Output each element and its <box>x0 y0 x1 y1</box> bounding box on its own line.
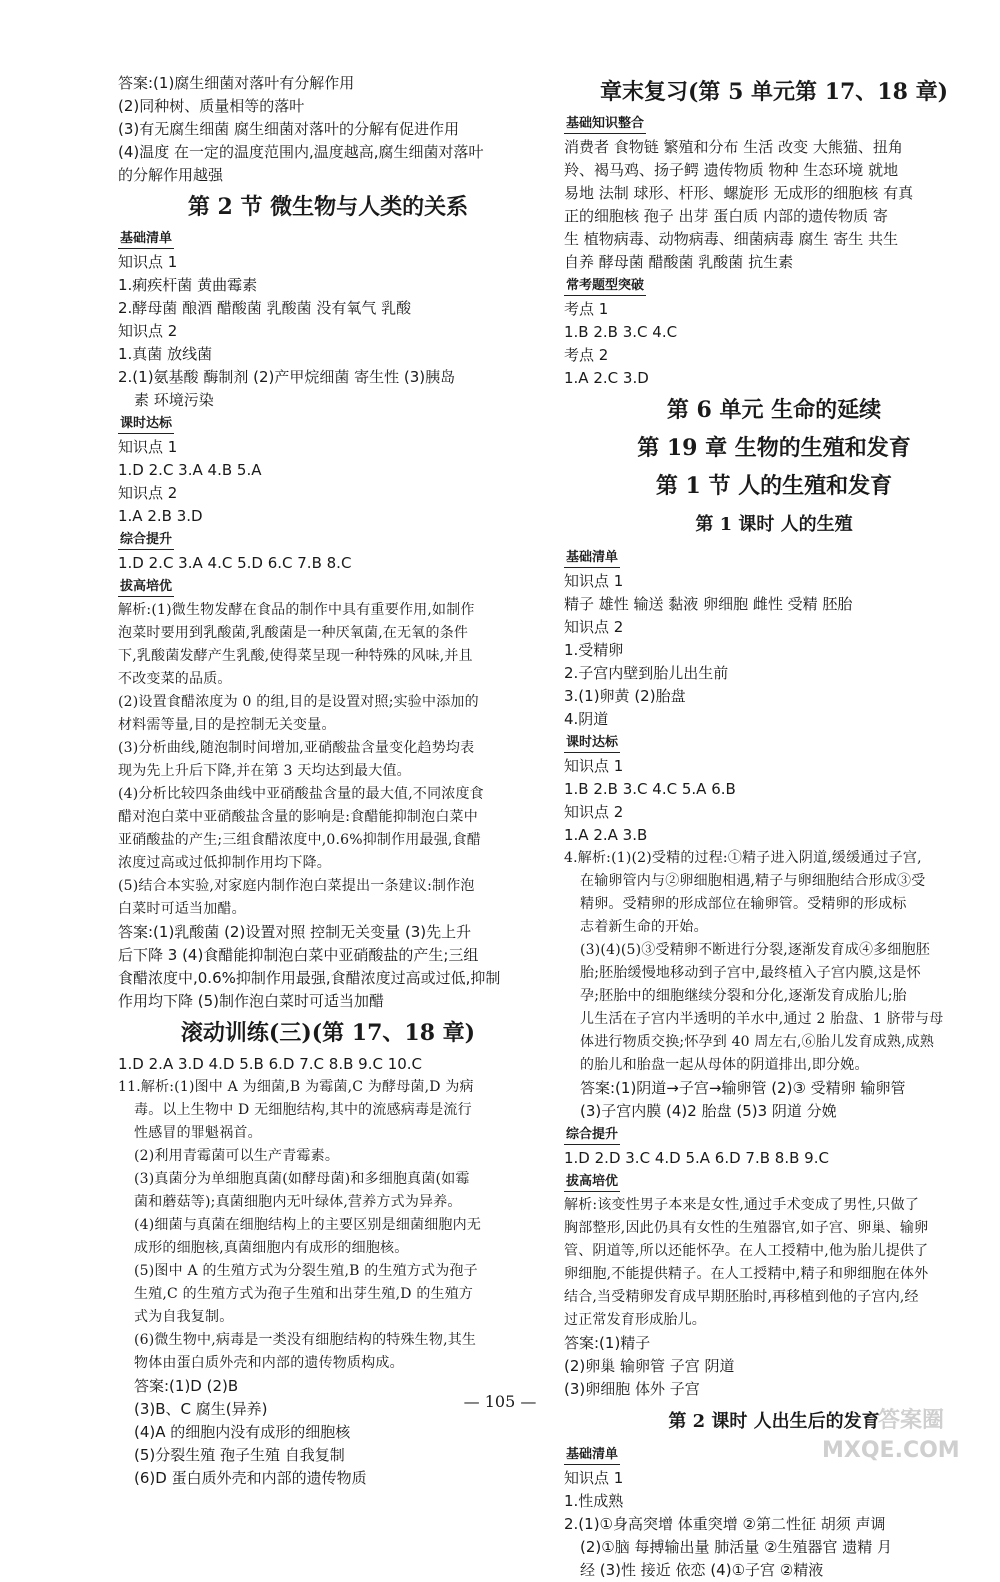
explanation-line: (5)结合本实验,对家庭内制作泡白菜提出一条建议:制作泡 <box>118 878 475 894</box>
explanation-line: 过正常发育形成胎儿。 <box>564 1312 706 1328</box>
answer-line: 素 环境污染 <box>134 391 214 409</box>
category-tag-row <box>564 112 984 136</box>
answer-line: (3)卵细胞 体外 子宫 <box>564 1380 700 1398</box>
answer-line: (3)B、C 腐生(异养) <box>134 1400 268 1418</box>
answer-line: 考点 2 <box>564 346 609 364</box>
answer-line: 知识点 1 <box>564 1469 624 1487</box>
category-tag: 拔高培优 <box>564 1173 620 1192</box>
category-tag: 基础清单 <box>564 549 620 568</box>
answer-line: 知识点 1 <box>118 253 178 271</box>
category-tag-row <box>564 1123 984 1147</box>
category-tag-row <box>564 731 984 755</box>
explanation-line: (4)分析比较四条曲线中亚硝酸盐含量的最大值,不同浓度食 <box>118 786 484 802</box>
explanation-line: 成形的细胞核,真菌细胞内有成形的细胞核。 <box>134 1240 409 1256</box>
category-tag-row <box>564 274 984 298</box>
explanation-line: 解析:(1)微生物发酵在食品的制作中具有重要作用,如制作 <box>118 602 475 618</box>
category-tag-row <box>564 546 984 570</box>
answer-line: 1.A 2.C 3.D <box>564 369 649 387</box>
explanation-line: (3)(4)(5)③受精卵不断进行分裂,逐渐发育成④多细胞胚 <box>580 942 930 958</box>
section-heading: 第 6 单元 生命的延续 <box>666 397 882 423</box>
explanation-line: 管、阴道等,所以还能怀孕。在人工授精中,他为胎儿提供了 <box>564 1243 929 1259</box>
answer-line: (4)A 的细胞内没有成形的细胞核 <box>134 1423 351 1441</box>
subsection-heading: 第 2 课时 人出生后的发育 <box>668 1411 880 1432</box>
explanation-line: 亚硝酸盐的产生;三组食醋浓度中,0.6%抑制作用最强,食醋 <box>118 832 481 848</box>
watermark-text-cn: 答案圈 <box>878 1408 945 1433</box>
answer-line: 1.D 2.C 3.A 4.C 5.D 6.C 7.B 8.C <box>118 554 352 572</box>
explanation-line: 式为自我复制。 <box>134 1309 234 1325</box>
page-number: — 105 — <box>463 1392 537 1411</box>
explanation-line: 白菜时可适当加醋。 <box>118 901 246 917</box>
answer-line: 1.痢疾杆菌 黄曲霉素 <box>118 276 258 294</box>
answer-line: 答案:(1)腐生细菌对落叶有分解作用 <box>118 74 355 92</box>
explanation-line: 4.解析:(1)(2)受精的过程:①精子进入阴道,缓缓通过子宫, <box>564 850 922 866</box>
subsection-heading: 第 1 课时 人的生殖 <box>695 514 853 535</box>
answer-line: 后下降 3 (4)食醋能抑制泡白菜中亚硝酸盐的产生;三组 <box>118 946 479 964</box>
explanation-line: 在输卵管内与②卵细胞相遇,精子与卵细胞结合形成③受 <box>580 873 926 889</box>
answer-line: 知识点 2 <box>564 618 624 636</box>
explanation-line: 不改变菜的品质。 <box>118 671 232 687</box>
explanation-line: 菌和蘑菇等);真菌细胞内无叶绿体,营养方式为异养。 <box>134 1194 462 1210</box>
answer-line: (2)同种树、质量相等的落叶 <box>118 97 305 115</box>
answer-line: (5)分裂生殖 孢子生殖 自我复制 <box>134 1446 345 1464</box>
explanation-line: 的胎儿和胎盘一起从母体的阴道排出,即分娩。 <box>580 1057 869 1073</box>
watermark-text-url: MXQE.COM <box>822 1438 960 1463</box>
explanation-line: 11.解析:(1)图中 A 为细菌,B 为霉菌,C 为酵母菌,D 为病 <box>118 1079 474 1095</box>
answer-line: 2.子宫内壁到胎儿出生前 <box>564 664 729 682</box>
answer-line: 正的细胞核 孢子 出芽 蛋白质 内部的遗传物质 寄 <box>564 207 888 225</box>
explanation-line: 儿生活在子宫内半透明的羊水中,通过 2 胎盘、1 脐带与母 <box>580 1011 944 1027</box>
answer-line: 知识点 2 <box>118 484 178 502</box>
answer-line: (3)有无腐生细菌 腐生细菌对落叶的分解有促进作用 <box>118 120 460 138</box>
explanation-line: (4)细菌与真菌在细胞结构上的主要区别是细菌细胞内无 <box>134 1217 482 1233</box>
answer-line: (3)子宫内膜 (4)2 胎盘 (5)3 阴道 分娩 <box>580 1102 837 1120</box>
answer-line: 羚、褐马鸡、扬子鳄 遗传物质 物种 生态环境 就地 <box>564 161 899 179</box>
explanation-line: 现为先上升后下降,并在第 3 天均达到最大值。 <box>118 763 411 779</box>
explanation-line: 下,乳酸菌发酵产生乳酸,使得菜呈现一种特殊的风味,并且 <box>118 648 473 664</box>
category-tag: 常考题型突破 <box>564 277 646 296</box>
answer-line: 1.A 2.A 3.B <box>564 826 648 844</box>
answer-line: 经 (3)性 接近 依恋 (4)①子宫 ②精液 <box>580 1561 824 1579</box>
explanation-line: 物体由蛋白质外壳和内部的遗传物质构成。 <box>134 1355 404 1371</box>
answer-line: 2.(1)①身高突增 体重突增 ②第二性征 胡须 声调 <box>564 1515 886 1533</box>
explanation-line: (5)图中 A 的生殖方式为分裂生殖,B 的生殖方式为孢子 <box>134 1263 478 1279</box>
answer-line: 1.A 2.B 3.D <box>118 507 203 525</box>
answer-line: 答案:(1)精子 <box>564 1334 651 1352</box>
explanation-line: 胎;胚胎缓慢地移动到子宫中,最终植入子宫内膜,这是怀 <box>580 965 921 981</box>
answer-line: 考点 1 <box>564 300 609 318</box>
explanation-line: 孕;胚胎中的细胞继续分裂和分化,逐渐发育成胎儿;胎 <box>580 988 907 1004</box>
explanation-line: 泡菜时要用到乳酸菌,乳酸菌是一种厌氧菌,在无氧的条件 <box>118 625 469 641</box>
answer-line: 3.(1)卵黄 (2)胎盘 <box>564 687 686 705</box>
explanation-line: (6)微生物中,病毒是一类没有细胞结构的特殊生物,其生 <box>134 1332 477 1348</box>
explanation-line: 体进行物质交换;怀孕到 40 周左右,⑥胎儿发育成熟,成熟 <box>580 1034 935 1050</box>
explanation-line: (3)分析曲线,随泡制时间增加,亚硝酸盐含量变化趋势均表 <box>118 740 475 756</box>
explanation-line: 材料需等量,目的是控制无关变量。 <box>118 717 336 733</box>
category-tag: 基础知识整合 <box>564 115 646 134</box>
answer-line: 2.(1)氨基酸 酶制剂 (2)产甲烷细菌 寄生性 (3)胰岛 <box>118 368 456 386</box>
answer-line: (4)温度 在一定的温度范围内,温度越高,腐生细菌对落叶 <box>118 143 484 161</box>
category-tag: 基础清单 <box>118 230 174 249</box>
answer-line: 1.受精卵 <box>564 641 624 659</box>
explanation-line: 浓度过高或过低抑制作用均下降。 <box>118 855 331 871</box>
category-tag: 课时达标 <box>564 734 620 753</box>
category-tag: 拔高培优 <box>118 578 174 597</box>
answer-line: 生 植物病毒、动物病毒、细菌病毒 腐生 寄生 共生 <box>564 230 899 248</box>
answer-line: 易地 法制 球形、杆形、螺旋形 无成形的细胞核 有真 <box>564 184 914 202</box>
category-tag: 课时达标 <box>118 415 174 434</box>
explanation-line: 卵细胞,不能提供精子。在人工授精中,精子和卵细胞在体外 <box>564 1266 929 1282</box>
explanation-line: 性感冒的罪魁祸首。 <box>134 1125 262 1141</box>
answer-line: 知识点 1 <box>564 572 624 590</box>
explanation-line: 结合,当受精卵发育成早期胚胎时,再移植到他的子宫内,经 <box>564 1289 919 1305</box>
answer-line: 1.B 2.B 3.C 4.C <box>564 323 678 341</box>
answer-line: 答案:(1)乳酸菌 (2)设置对照 控制无关变量 (3)先上升 <box>118 923 472 941</box>
answer-line: 答案:(1)D (2)B <box>134 1377 239 1395</box>
category-tag-row <box>118 575 538 599</box>
right-column <box>564 72 984 1582</box>
category-tag: 基础清单 <box>564 1446 620 1465</box>
answer-line: 1.D 2.A 3.D 4.D 5.B 6.D 7.C 8.B 9.C 10.C <box>118 1055 423 1073</box>
explanation-line: 毒。以上生物中 D 无细胞结构,其中的流感病毒是流行 <box>134 1102 472 1118</box>
explanation-line: (3)真菌分为单细胞真菌(如酵母菌)和多细胞真菌(如霉 <box>134 1171 470 1187</box>
explanation-line: 醋对泡白菜中亚硝酸盐含量的影响是:食醋能抑制泡白菜中 <box>118 809 478 825</box>
category-tag-row <box>564 1170 984 1194</box>
explanation-line: 胸部整形,因此仍具有女性的生殖器官,如子宫、卵巢、输卵 <box>564 1220 929 1236</box>
left-column <box>118 72 538 1490</box>
answer-line: 2.酵母菌 酿酒 醋酸菌 乳酸菌 没有氧气 乳酸 <box>118 299 412 317</box>
answer-line: 的分解作用越强 <box>118 166 224 184</box>
answer-line: 4.阴道 <box>564 710 609 728</box>
category-tag-row <box>118 227 538 251</box>
section-heading: 第 2 节 微生物与人类的关系 <box>187 194 469 220</box>
answer-line: (2)卵巢 输卵管 子宫 阴道 <box>564 1357 735 1375</box>
explanation-line: 志着新生命的开始。 <box>580 919 708 935</box>
explanation-line: 解析:该变性男子本来是女性,通过手术变成了男性,只做了 <box>564 1197 920 1213</box>
watermark-logo <box>818 1405 988 1465</box>
section-heading: 章末复习(第 5 单元第 17、18 章) <box>600 79 948 105</box>
answer-line: 1.D 2.D 3.C 4.D 5.A 6.D 7.B 8.B 9.C <box>564 1149 829 1167</box>
section-heading: 第 1 节 人的生殖和发育 <box>655 473 893 499</box>
category-tag: 综合提升 <box>118 531 174 550</box>
answer-line: 1.D 2.C 3.A 4.B 5.A <box>118 461 262 479</box>
explanation-line: (2)利用青霉菌可以生产青霉素。 <box>134 1148 340 1164</box>
section-heading: 第 19 章 生物的生殖和发育 <box>637 435 911 461</box>
answer-line: 知识点 2 <box>118 322 178 340</box>
answer-line: 自养 酵母菌 醋酸菌 乳酸菌 抗生素 <box>564 253 794 271</box>
explanation-line: (2)设置食醋浓度为 0 的组,目的是设置对照;实验中添加的 <box>118 694 479 710</box>
answer-line: 1.B 2.B 3.C 4.C 5.A 6.B <box>564 780 736 798</box>
section-heading: 滚动训练(三)(第 17、18 章) <box>180 1020 476 1046</box>
explanation-line: 生殖,C 的生殖方式为孢子生殖和出芽生殖,D 的生殖方 <box>134 1286 474 1302</box>
answer-line: 1.真菌 放线菌 <box>118 345 213 363</box>
category-tag-row <box>118 528 538 552</box>
answer-line: 知识点 1 <box>564 757 624 775</box>
category-tag: 综合提升 <box>564 1126 620 1145</box>
category-tag-row <box>118 412 538 436</box>
answer-line: 作用均下降 (5)制作泡白菜时可适当加醋 <box>118 992 385 1010</box>
answer-line: 精子 雄性 输送 黏液 卵细胞 雌性 受精 胚胎 <box>564 595 853 613</box>
answer-line: (2)①脑 每搏输出量 肺活量 ②生殖器官 遗精 月 <box>580 1538 892 1556</box>
answer-line: 消费者 食物链 繁殖和分布 生活 改变 大熊猫、扭角 <box>564 138 903 156</box>
answer-line: 答案:(1)阴道→子宫→输卵管 (2)③ 受精卵 输卵管 <box>580 1079 906 1097</box>
answer-line: 食醋浓度中,0.6%抑制作用最强,食醋浓度过高或过低,抑制 <box>118 969 501 987</box>
answer-line: 知识点 2 <box>564 803 624 821</box>
answer-line: (6)D 蛋白质外壳和内部的遗传物质 <box>134 1469 367 1487</box>
answer-line: 1.性成熟 <box>564 1492 624 1510</box>
explanation-line: 精卵。受精卵的形成部位在输卵管。受精卵的形成标 <box>580 896 907 912</box>
answer-line: 知识点 1 <box>118 438 178 456</box>
